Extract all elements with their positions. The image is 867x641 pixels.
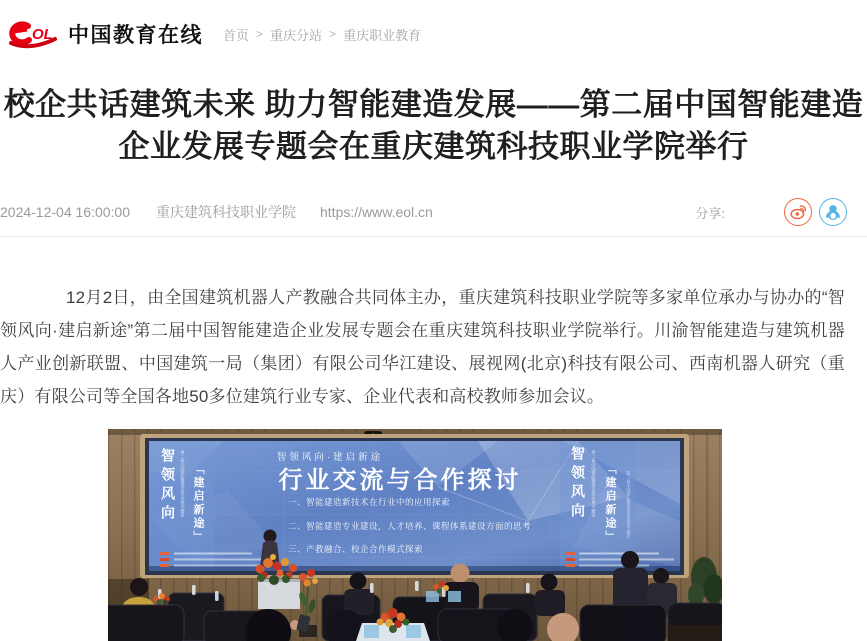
left-banner-sub-text: 「建启新途」 — [192, 463, 204, 544]
share-label: 分享: — [695, 205, 725, 221]
breadcrumb-category[interactable]: 重庆职业教育 — [343, 27, 422, 43]
eol-logo-mark — [8, 18, 60, 50]
breadcrumb-branch[interactable]: 重庆分站 — [270, 27, 323, 43]
article-title: 校企共话建筑未来 助力智能建造发展——第二届中国智能建造企业发展专题会在重庆建筑科技职业学院举行 — [3, 87, 864, 164]
share-bar — [695, 198, 847, 226]
left-banner-main-text: 智领风向 — [160, 448, 176, 524]
right-banner-small-text-2: 第二届中国智能建造企业发展专题会 — [626, 471, 632, 539]
slide-bullet-3: 三、产教融合、校企合作模式探索 — [288, 544, 424, 554]
eol-logo[interactable] — [8, 18, 60, 50]
weibo-icon[interactable] — [784, 198, 812, 226]
breadcrumb-separator: > — [256, 27, 264, 41]
qq-icon[interactable] — [819, 198, 847, 226]
led-screen — [140, 434, 689, 578]
slide-tagline: 智领风向·建启新途 — [276, 452, 384, 463]
site-header — [0, 0, 867, 54]
article-photo — [108, 429, 722, 641]
eol-logo-word: OL — [32, 26, 53, 43]
right-banner-sub-text: 「建启新途」 — [604, 463, 616, 544]
breadcrumb — [223, 25, 421, 44]
brand-name[interactable]: 中国教育在线 — [68, 24, 203, 47]
source-name: 重庆建筑科技职业学院 — [156, 204, 296, 220]
breadcrumb-home[interactable]: 首页 — [223, 27, 250, 43]
conference-photo-illustration — [108, 429, 722, 641]
breadcrumb-separator: > — [329, 27, 337, 41]
right-banner-small-text: 第二届中国智能建造企业发展专题会 — [591, 450, 597, 518]
right-banner-main-text: 智领风向 — [570, 446, 586, 522]
article-paragraph: 12月2日，由全国建筑机器人产教融合共同体主办，重庆建筑科技职业学院等多家单位承办与协办的“智领风向·建启新途”第二届中国智能建造企业发展专题会在重庆建筑科技职业学院举行。川渝智能建造与建筑机器人产业创新联盟、中国建筑一局（集团）有限公司华江建设、展视网(北京)科技有限公司、西南机器人研究（重庆）有限公司等全国各地50多位建筑行业专家、企业代表和高校教师参加会议。 — [0, 288, 845, 406]
slide-heading: 行业交流与合作探讨 — [278, 467, 522, 494]
article-meta — [0, 198, 867, 237]
slide-bullet-2: 二、智能建造专业建设，人才培养、课程体系建设方面的思考 — [288, 521, 532, 531]
source-url[interactable]: https://www.eol.cn — [320, 204, 433, 220]
publish-datetime: 2024-12-04 16:00:00 — [0, 204, 130, 220]
left-banner-small-text: 第二届中国智能建造企业发展专题会 — [180, 450, 186, 518]
slide-bullet-1: 一、智能建造新技术在行业中的应用探索 — [288, 497, 451, 507]
